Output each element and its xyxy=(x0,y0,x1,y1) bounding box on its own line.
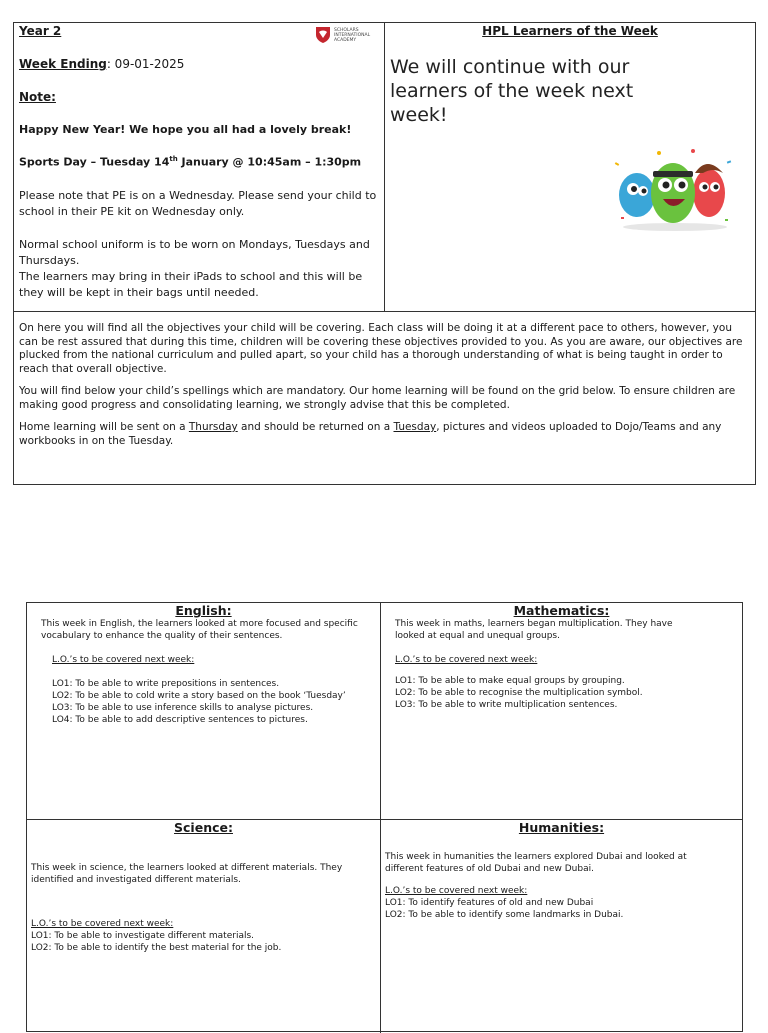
humanities-cell xyxy=(381,820,742,1033)
english-cell xyxy=(27,603,381,820)
pe-note: Please note that PE is on a Wednesday. Please send your child to school in their PE kit on Wednesday only. xyxy=(19,189,377,218)
hpl-panel xyxy=(385,23,755,312)
maths-lo-list xyxy=(395,675,730,711)
school-logo-text: SCHOLARS INTERNATIONAL ACADEMY xyxy=(334,27,371,43)
class-info-panel xyxy=(14,23,385,312)
sports-day-time: January @ 10:45am – 1:30pm xyxy=(177,155,362,169)
science-cell xyxy=(27,820,381,1033)
school-shield-icon xyxy=(315,26,331,44)
list-item: LO3: To be able to use inference skills to analyse pictures. xyxy=(52,703,314,713)
year-title: Year 2 xyxy=(19,24,62,38)
intro-paragraph-objectives: On here you will find all the objectives your child will be covering. Each class will be doing it at a different pace to others, however, you can be rest assured that during this time, children will be covering these objectives provided to you. As you are aware, our objectives are plucked from the national curriculum and pulled apart, so your child has a thorough understanding of what is being taught in order to reach that overall objective. xyxy=(19,322,743,375)
list-item: LO4: To be able to add descriptive sentences to pictures. xyxy=(52,715,308,725)
hpl-title: HPL Learners of the Week xyxy=(482,24,658,38)
note-label: Note: xyxy=(19,90,56,104)
english-lo-list xyxy=(52,678,377,726)
list-item: LO3: To be able to write multiplication sentences. xyxy=(395,700,618,710)
science-summary: This week in science, the learners looked at different materials. They identified and investigated different materials. xyxy=(31,863,343,885)
science-title: Science: xyxy=(174,820,233,835)
list-item: LO1: To identify features of old and new Dubai xyxy=(385,898,594,908)
uniform-note: Normal school uniform is to be worn on Mondays, Tuesdays and Thursdays. xyxy=(19,238,370,267)
week-ending-label: Week Ending xyxy=(19,57,107,71)
school-logo xyxy=(315,26,376,44)
subject-grid xyxy=(26,602,743,1032)
list-item: LO1: To be able to investigate different materials. xyxy=(31,931,255,941)
list-item: LO2: To be able to identify the best material for the job. xyxy=(31,943,282,953)
list-item: LO1: To be able to write prepositions in sentences. xyxy=(52,679,280,689)
class-dojo-monsters-image xyxy=(607,143,737,233)
list-item: LO1: To be able to make equal groups by grouping. xyxy=(395,676,625,686)
intro-paragraph-home-learning xyxy=(19,421,748,448)
intro-panel xyxy=(14,312,755,484)
maths-cell xyxy=(381,603,742,820)
home-learning-text-mid: and should be returned on a xyxy=(237,421,394,433)
maths-lo-heading: L.O.’s to be covered next week: xyxy=(395,655,538,665)
english-lo-heading: L.O.’s to be covered next week: xyxy=(52,655,195,665)
science-lo-list xyxy=(31,930,366,954)
sports-day-suffix: th xyxy=(169,155,178,163)
hpl-message: We will continue with our learners of the week next week! xyxy=(390,56,634,126)
english-title: English: xyxy=(175,603,232,618)
maths-summary: This week in maths, learners began multiplication. They have looked at equal and unequal groups. xyxy=(395,619,673,641)
week-ending-date: : 09-01-2025 xyxy=(106,57,185,71)
week-ending xyxy=(19,57,184,71)
home-learning-text-start: Home learning will be sent on a xyxy=(19,421,189,433)
ipads-note: The learners may bring in their iPads to school and this will be they will be kept in their bags until needed. xyxy=(19,270,363,299)
home-learning-day-sent: Thursday xyxy=(188,421,238,433)
sports-day-date: Sports Day – Tuesday 14 xyxy=(19,155,170,169)
english-summary: This week in English, the learners looked at more focused and specific vocabulary to enhance the quality of their sentences. xyxy=(41,619,358,641)
science-lo-heading: L.O.’s to be covered next week: xyxy=(31,919,174,929)
home-learning-text-end: , pictures and videos uploaded to Dojo/Teams and any workbooks in on the Tuesday. xyxy=(19,421,722,447)
list-item: LO2: To be able to identify some landmarks in Dubai. xyxy=(385,910,624,920)
humanities-lo-heading: L.O.’s to be covered next week: xyxy=(385,886,528,896)
list-item: LO2: To be able to cold write a story based on the book ‘Tuesday’ xyxy=(52,691,346,701)
intro-paragraph-spellings: You will find below your child’s spellings which are mandatory. Our home learning will be found on the grid below. To ensure children are making good progress and consolidating learning, we strongly advise that this be completed. xyxy=(19,385,736,411)
newsletter-header-box xyxy=(13,22,756,485)
humanities-title: Humanities: xyxy=(518,820,605,835)
home-learning-day-returned: Tuesday xyxy=(393,421,437,433)
humanities-lo-list xyxy=(385,897,720,921)
list-item: LO2: To be able to recognise the multiplication symbol. xyxy=(395,688,643,698)
happy-new-year-text: Happy New Year! We hope you all had a lovely break! xyxy=(19,123,352,136)
humanities-summary: This week in humanities the learners explored Dubai and looked at different features of old Dubai and new Dubai. xyxy=(385,852,687,874)
maths-title: Mathematics: xyxy=(513,603,610,618)
sports-day-text xyxy=(19,155,361,169)
